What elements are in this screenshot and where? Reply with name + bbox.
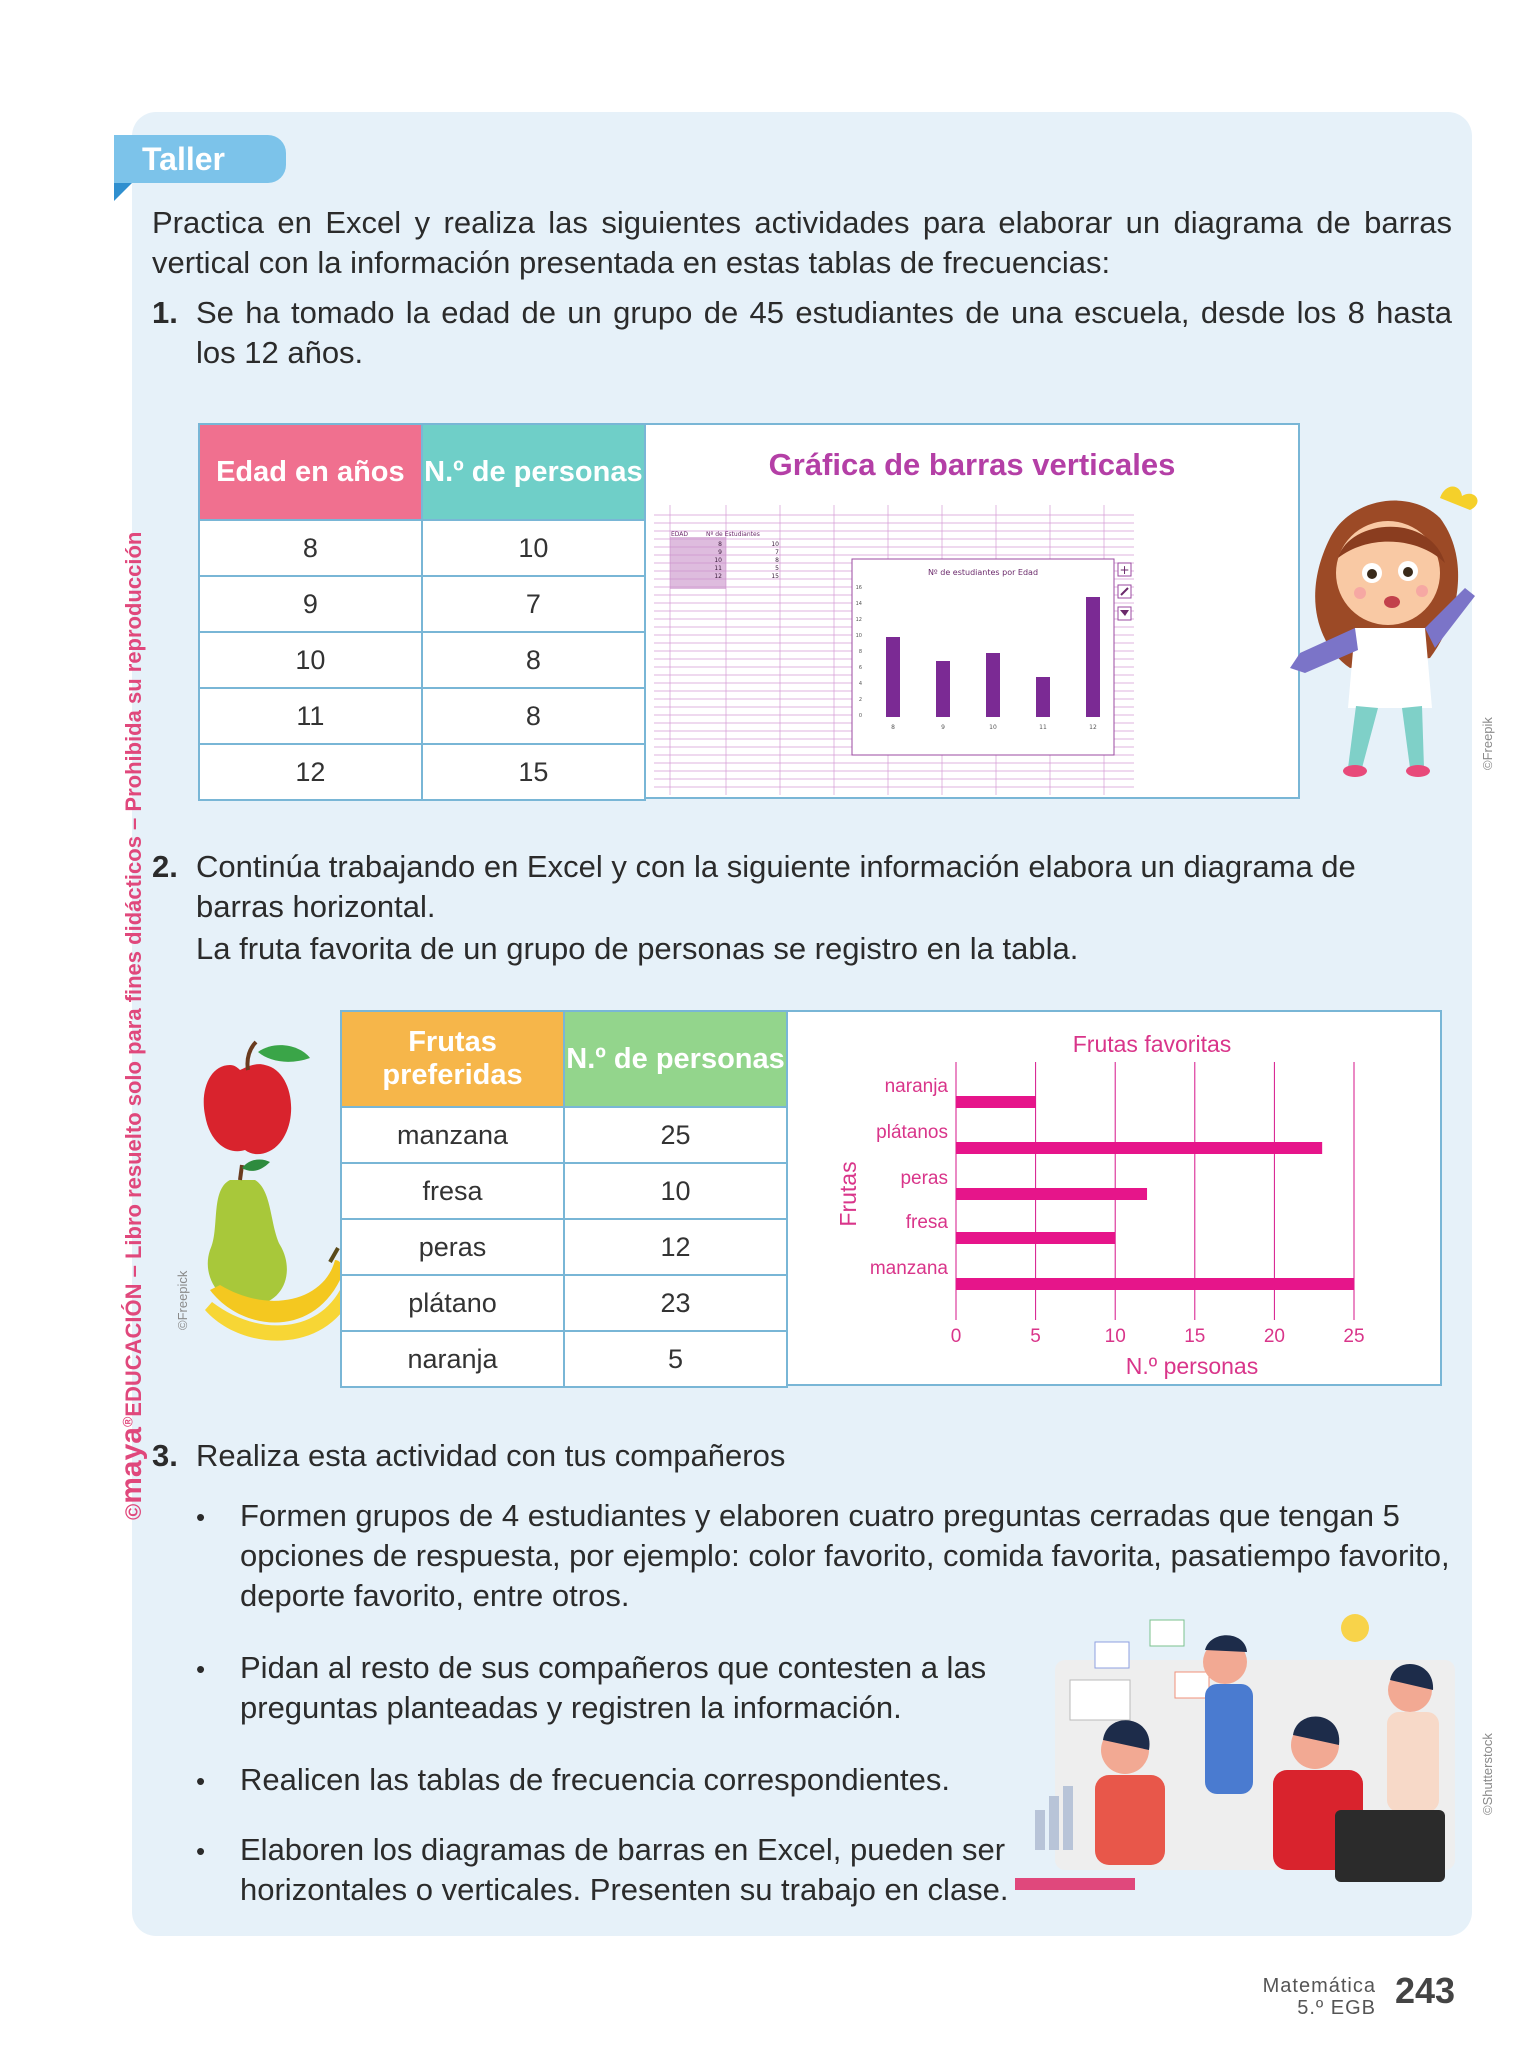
horizontal-chart-y-label: Frutas <box>835 1161 861 1227</box>
bullet-dot: • <box>196 1502 206 1532</box>
x-tick-label: 10 <box>1104 1326 1126 1347</box>
count-cell: 10 <box>422 520 645 576</box>
badge-tail <box>114 183 132 201</box>
bullet-dot: • <box>196 1836 206 1866</box>
excel-y-tick: 12 <box>855 617 862 623</box>
bullet-dot: • <box>196 1654 206 1684</box>
count-cell: 12 <box>564 1219 787 1275</box>
category-label: manzana <box>869 1258 948 1279</box>
excel-y-tick: 0 <box>858 713 862 719</box>
freepick-credit-2: ©Freepick <box>175 1270 190 1330</box>
team-working-illustration <box>1015 1600 1495 1900</box>
excel-x-tick: 8 <box>891 724 895 731</box>
horizontal-chart-categories <box>870 1076 949 1279</box>
fruit-cell: plátano <box>341 1275 564 1331</box>
excel-count-cell: 5 <box>775 565 779 572</box>
age-cell: 9 <box>199 576 422 632</box>
bar-11 <box>1036 677 1050 717</box>
count-cell: 25 <box>564 1107 787 1163</box>
bar-10 <box>986 653 1000 717</box>
page-number: 243 <box>1395 1970 1456 2011</box>
table-row <box>199 520 645 576</box>
excel-col-a-header: EDAD <box>671 531 689 538</box>
item1-number: 1. <box>152 295 178 330</box>
bullet-2: Pidan al resto de sus compañeros que contesten a las preguntas planteadas y registren la información. <box>240 1650 987 1725</box>
intro-text: Practica en Excel y realiza las siguientes actividades para elaborar un diagrama de barras vertical con la información presentada en estas tablas de frecuencias: <box>152 205 1452 280</box>
fruit-header: Frutas preferidas <box>341 1011 564 1107</box>
excel-age-cell: 10 <box>714 557 722 564</box>
side-credit <box>115 531 149 1520</box>
item3-number: 3. <box>152 1438 178 1473</box>
bullet-3: Realicen las tablas de frecuencia correspondientes. <box>240 1762 950 1797</box>
age-cell: 8 <box>199 520 422 576</box>
footer-subject: Matemática <box>1262 1975 1376 1997</box>
excel-count-cell: 7 <box>775 549 779 556</box>
item2-number: 2. <box>152 849 178 884</box>
age-header: Edad en años <box>199 424 422 520</box>
freepik-credit-1: ©Freepik <box>1480 717 1495 770</box>
excel-y-tick: 2 <box>858 697 862 703</box>
table-row <box>341 1219 787 1275</box>
excel-age-cell: 9 <box>718 549 722 556</box>
category-label: fresa <box>905 1212 948 1233</box>
excel-chart-inner-title: Nº de estudiantes por Edad <box>927 568 1039 577</box>
excel-y-tick: 8 <box>858 649 862 655</box>
excel-screenshot <box>654 505 1134 795</box>
horizontal-chart-x-label: N.º personas <box>1125 1353 1259 1379</box>
excel-y-tick: 14 <box>855 601 862 607</box>
bar-naranja <box>956 1096 1036 1108</box>
side-credit-text: EDUCACIÓN – Libro resuelto solo para fines didácticos – Prohibida su reproducción <box>121 531 146 1417</box>
age-cell: 12 <box>199 744 422 800</box>
item2-subtext: La fruta favorita de un grupo de personas se registro en la tabla. <box>196 931 1079 966</box>
bar-12 <box>1086 597 1100 717</box>
horizontal-chart-bars <box>956 1096 1354 1290</box>
category-label: peras <box>900 1168 948 1189</box>
horizontal-chart-box <box>786 1010 1442 1386</box>
count-cell: 7 <box>422 576 645 632</box>
bullet-1: Formen grupos de 4 estudiantes y elaboren cuatro preguntas cerradas que tengan 5 opciones de respuesta, por ejemplo: color favorito, comida favorita, pasatiempo favorito, deporte favorito, entre otros. <box>240 1498 1450 1613</box>
copyright-symbol: © <box>121 1503 146 1520</box>
excel-x-tick: 9 <box>941 724 945 731</box>
registered-symbol: ® <box>119 1416 136 1428</box>
fruit-people-header: N.º de personas <box>564 1011 787 1107</box>
count-cell: 23 <box>564 1275 787 1331</box>
x-tick-label: 5 <box>1030 1326 1041 1347</box>
item1-text: Se ha tomado la edad de un grupo de 45 estudiantes de una escuela, desde los 8 hasta los 12 años. <box>196 295 1452 370</box>
bullet-dot: • <box>196 1766 206 1796</box>
bar-plátanos <box>956 1142 1322 1154</box>
item2-text: Continúa trabajando en Excel y con la siguiente información elabora un diagrama de barras horizontal. <box>196 849 1356 924</box>
bar-9 <box>936 661 950 717</box>
vertical-chart-box <box>644 423 1300 799</box>
fruit-cell: peras <box>341 1219 564 1275</box>
excel-count-cell: 10 <box>771 541 779 548</box>
excel-y-tick: 6 <box>858 665 862 671</box>
excel-y-tick: 4 <box>858 681 862 687</box>
table-row <box>341 1107 787 1163</box>
table-row <box>199 744 645 800</box>
bar-manzana <box>956 1278 1354 1290</box>
x-tick-label: 0 <box>950 1326 962 1347</box>
excel-y-tick: 10 <box>855 633 862 639</box>
plus-glyph: + <box>1119 563 1130 577</box>
count-cell: 8 <box>422 688 645 744</box>
table-row <box>199 632 645 688</box>
footer-label <box>1263 1975 1376 2019</box>
taller-badge: Taller <box>114 135 286 183</box>
fruit-cell: manzana <box>341 1107 564 1163</box>
brand-name: maya <box>115 1427 148 1504</box>
table-row <box>199 688 645 744</box>
table-row <box>341 1163 787 1219</box>
table-row <box>341 1275 787 1331</box>
bar-peras <box>956 1188 1147 1200</box>
fruit-cell: fresa <box>341 1163 564 1219</box>
excel-x-tick: 12 <box>1089 724 1097 731</box>
fruit-frequency-table <box>340 1010 788 1388</box>
excel-count-cell: 15 <box>771 573 779 580</box>
horizontal-chart-title: Frutas favoritas <box>1072 1031 1232 1057</box>
count-cell: 10 <box>564 1163 787 1219</box>
horizontal-bar-chart <box>788 1012 1440 1384</box>
age-cell: 11 <box>199 688 422 744</box>
count-cell: 5 <box>564 1331 787 1387</box>
item3-text: Realiza esta actividad con tus compañeros <box>196 1438 786 1473</box>
excel-y-tick: 16 <box>855 585 862 591</box>
x-tick-label: 25 <box>1343 1326 1365 1347</box>
fruit-cell: naranja <box>341 1331 564 1387</box>
excel-x-tick: 11 <box>1039 724 1047 731</box>
vertical-chart-title: Gráfica de barras verticales <box>768 447 1176 482</box>
excel-x-tick: 10 <box>989 724 997 731</box>
excel-age-cell: 11 <box>714 565 722 572</box>
excel-age-cell: 8 <box>718 541 722 548</box>
table-row <box>199 576 645 632</box>
x-tick-label: 20 <box>1263 1326 1285 1347</box>
footer-grade: 5.º EGB <box>1297 1997 1376 2019</box>
count-cell: 15 <box>422 744 645 800</box>
shutterstock-credit: ©Shutterstock <box>1480 1733 1495 1815</box>
horizontal-chart-x-ticks <box>951 1326 1365 1347</box>
table-row <box>341 1331 787 1387</box>
age-frequency-table <box>198 423 646 801</box>
excel-col-b-header: Nº de Estudiantes <box>706 531 760 538</box>
excel-age-cell: 12 <box>714 573 722 580</box>
x-tick-label: 15 <box>1184 1326 1206 1347</box>
bar-fresa <box>956 1232 1115 1244</box>
age-cell: 10 <box>199 632 422 688</box>
bar-8 <box>886 637 900 717</box>
people-header: N.º de personas <box>422 424 645 520</box>
bullet-4: Elaboren los diagramas de barras en Excel, pueden ser horizontales o verticales. Presenten su trabajo en clase. <box>240 1832 1009 1907</box>
category-label: plátanos <box>876 1122 948 1143</box>
excel-count-cell: 8 <box>775 557 779 564</box>
fruits-illustration <box>200 1040 355 1360</box>
count-cell: 8 <box>422 632 645 688</box>
category-label: naranja <box>884 1076 948 1097</box>
